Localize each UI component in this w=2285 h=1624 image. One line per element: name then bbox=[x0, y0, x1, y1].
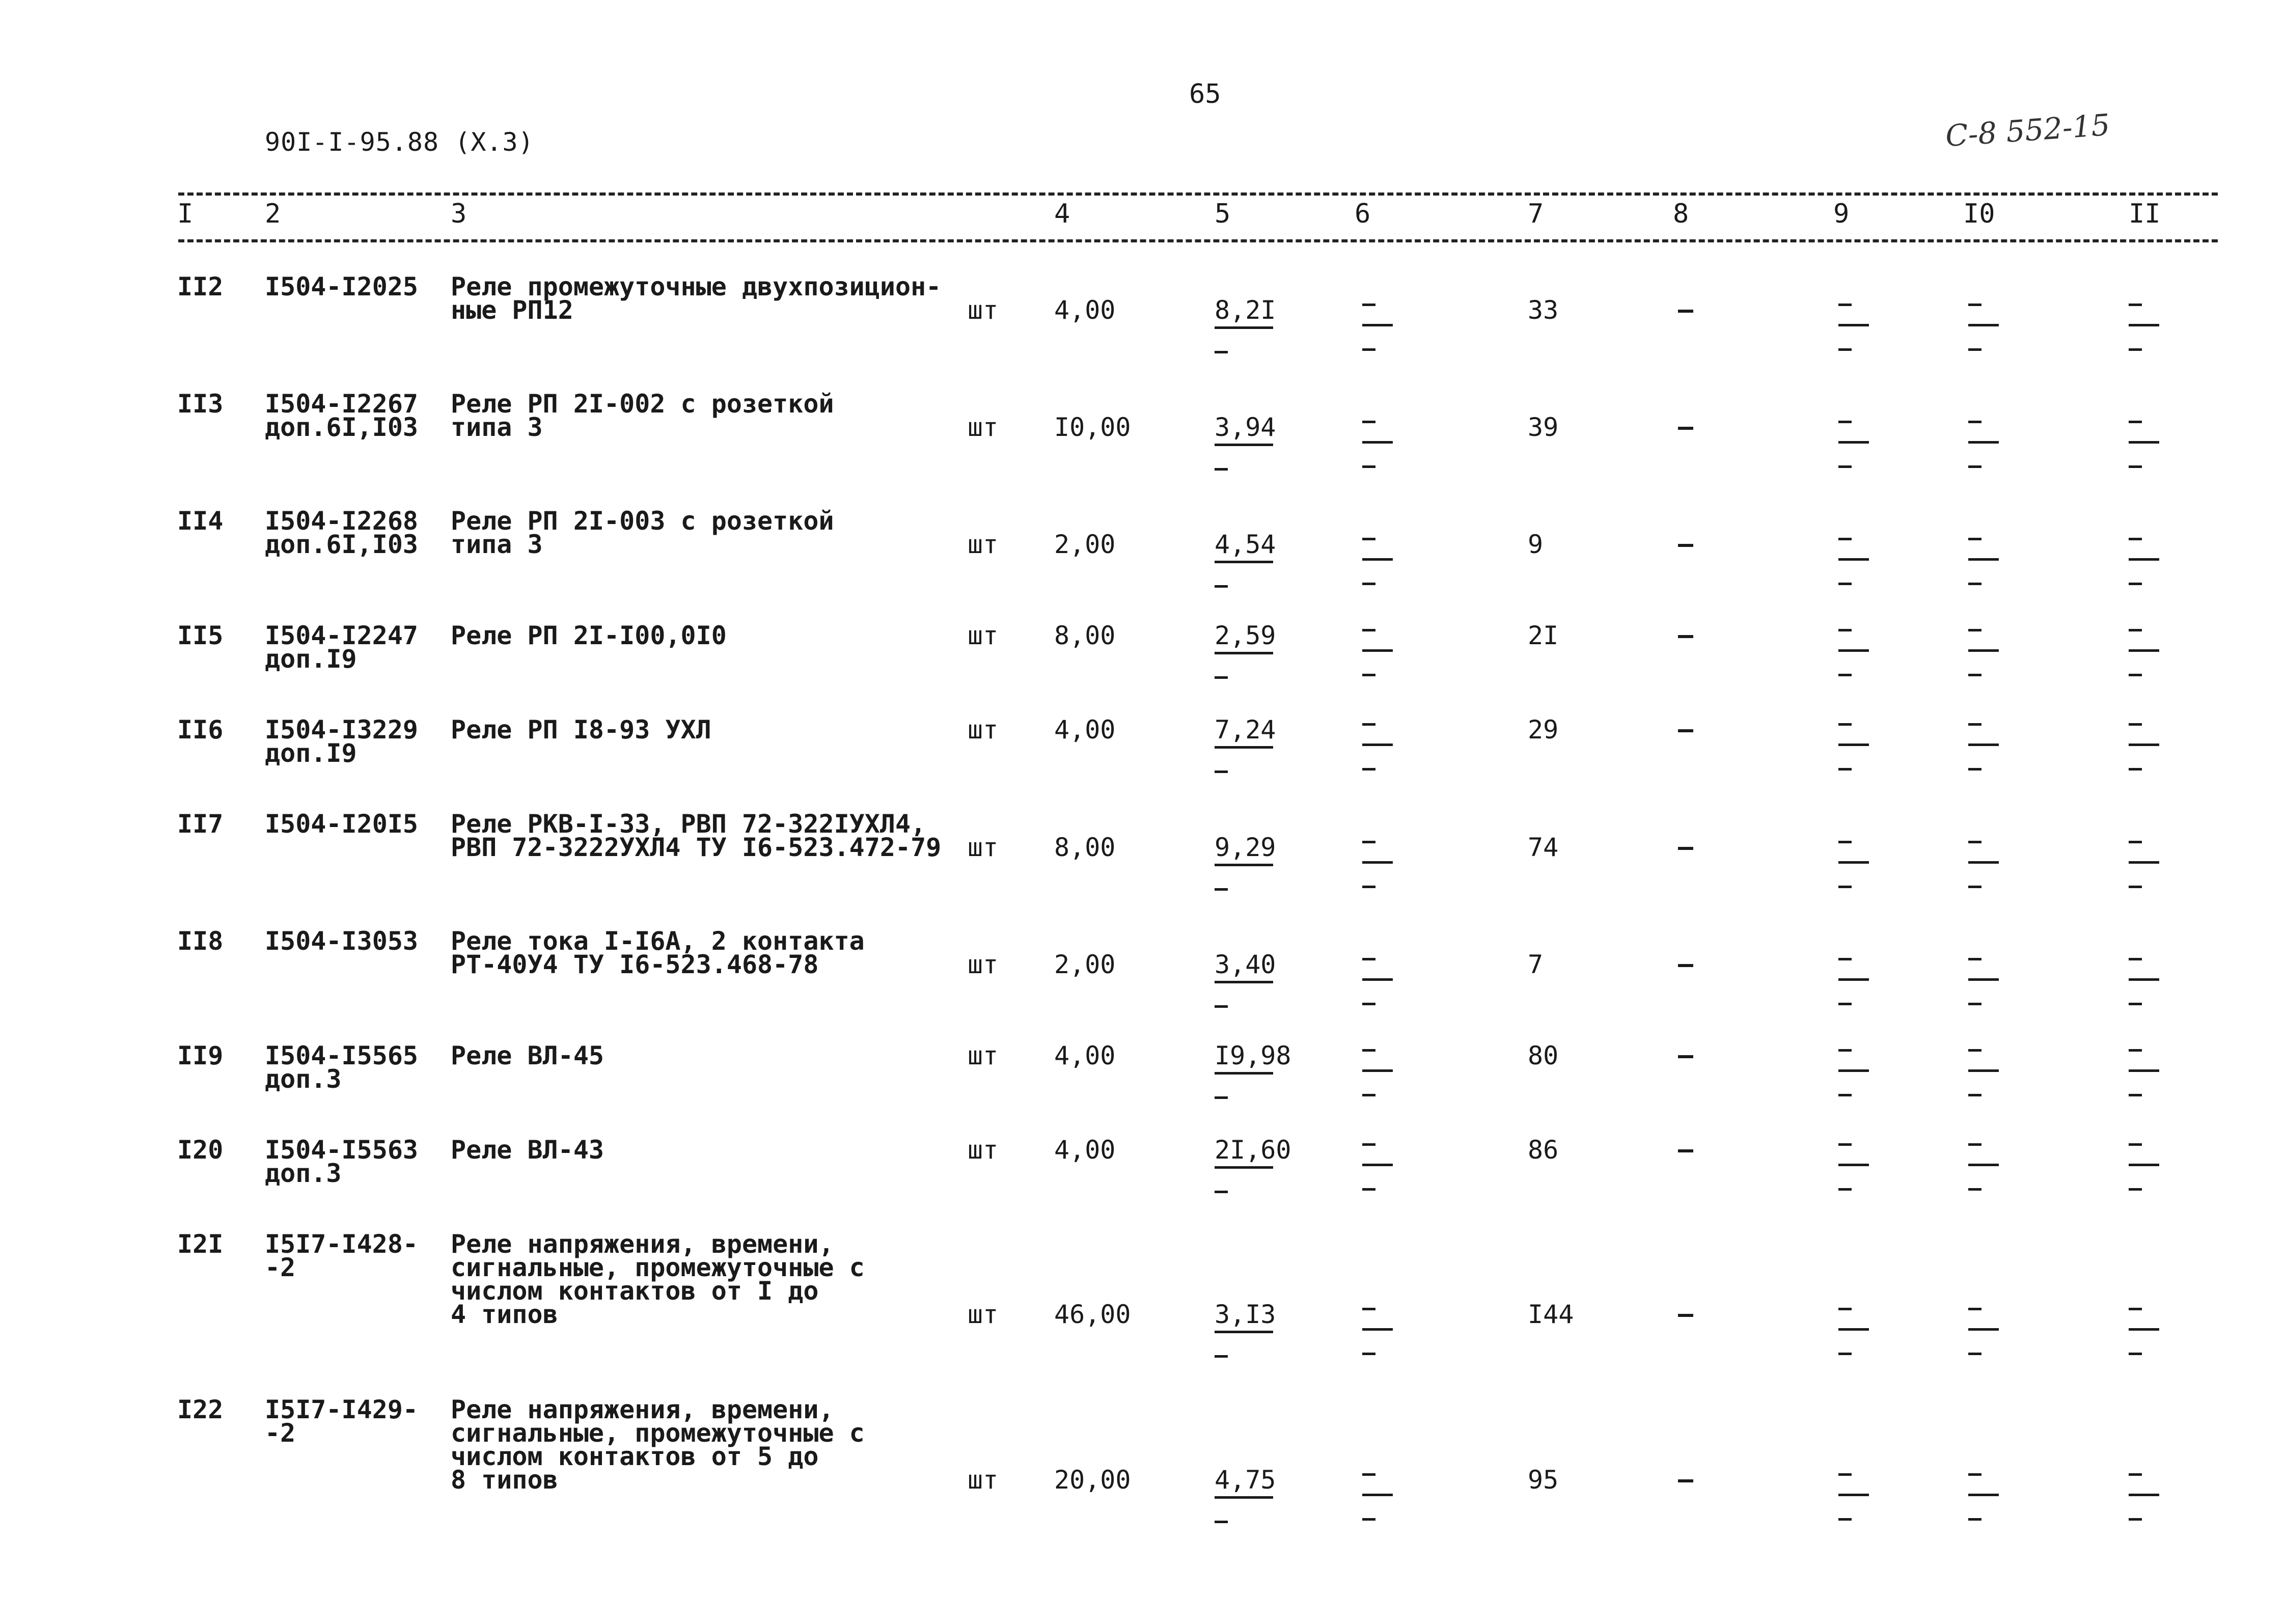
empty-value-c6 bbox=[1362, 723, 1393, 784]
unit: шт bbox=[968, 295, 999, 325]
price-code: I504-I2267 доп.6I,I03 bbox=[265, 389, 419, 442]
row-number: I2I bbox=[177, 1229, 224, 1259]
price-fraction-mark bbox=[1215, 864, 1276, 904]
quantity: 8,00 bbox=[1054, 833, 1116, 862]
row-number: II6 bbox=[177, 715, 224, 745]
price-code: I5I7-I429- -2 bbox=[265, 1395, 419, 1448]
price-fraction-mark bbox=[1215, 444, 1276, 484]
empty-value-c11 bbox=[2129, 1049, 2159, 1110]
unit: шт bbox=[968, 1041, 999, 1070]
empty-value-c11 bbox=[2129, 629, 2159, 690]
empty-value-c8 bbox=[1678, 310, 1693, 313]
empty-value-c6 bbox=[1362, 304, 1393, 365]
empty-value-c6 bbox=[1362, 841, 1393, 902]
empty-value-c11 bbox=[2129, 421, 2159, 482]
row-number: I22 bbox=[177, 1395, 224, 1424]
item-name: Реле тока I-I6А, 2 контакта РТ-40У4 ТУ I6-523.468-78 bbox=[451, 926, 865, 979]
empty-value-c8 bbox=[1678, 544, 1693, 547]
total: I44 bbox=[1528, 1300, 1574, 1329]
price-code: I504-I2025 bbox=[265, 272, 419, 301]
quantity: 8,00 bbox=[1054, 621, 1116, 650]
total: 74 bbox=[1528, 833, 1559, 862]
empty-value-c8 bbox=[1678, 427, 1693, 430]
price-fraction-mark bbox=[1215, 652, 1276, 693]
column-header-3: 3 bbox=[451, 199, 467, 229]
empty-value-c11 bbox=[2129, 1143, 2159, 1204]
column-header-6: 6 bbox=[1355, 199, 1371, 229]
unit-price: 4,54 bbox=[1215, 530, 1276, 559]
empty-value-c9 bbox=[1838, 538, 1869, 599]
empty-value-c9 bbox=[1838, 629, 1869, 690]
empty-value-c9 bbox=[1838, 723, 1869, 784]
empty-value-c6 bbox=[1362, 1143, 1393, 1204]
empty-value-c8 bbox=[1678, 1479, 1693, 1482]
price-fraction-mark bbox=[1215, 326, 1276, 367]
empty-value-c9 bbox=[1838, 841, 1869, 902]
header-rule-bottom bbox=[178, 239, 2218, 242]
column-header-4: 4 bbox=[1054, 199, 1070, 229]
empty-value-c10 bbox=[1968, 538, 1999, 599]
total: 29 bbox=[1528, 715, 1559, 745]
total: 39 bbox=[1528, 412, 1559, 442]
item-name: Реле РП 2I-002 с розеткой типа 3 bbox=[451, 389, 834, 442]
empty-value-c11 bbox=[2129, 958, 2159, 1019]
item-name: Реле РКВ-I-33, РВП 72-322IУХЛ4, РВП 72-3222УХЛ4 ТУ I6-523.472-79 bbox=[451, 809, 942, 862]
unit-price: 3,40 bbox=[1215, 950, 1276, 979]
column-header-2: 2 bbox=[265, 199, 281, 229]
price-code: I504-I20I5 bbox=[265, 809, 419, 839]
empty-value-c9 bbox=[1838, 1049, 1869, 1110]
empty-value-c8 bbox=[1678, 964, 1693, 967]
total: 33 bbox=[1528, 295, 1559, 325]
document-code: 90I-I-95.88 (X.3) bbox=[265, 127, 534, 157]
row-number: I20 bbox=[177, 1135, 224, 1165]
unit-price: I9,98 bbox=[1215, 1041, 1291, 1070]
empty-value-c11 bbox=[2129, 538, 2159, 599]
empty-value-c9 bbox=[1838, 1143, 1869, 1204]
row-number: II5 bbox=[177, 621, 224, 650]
item-name: Реле ВЛ-43 bbox=[451, 1135, 604, 1165]
unit: шт bbox=[968, 950, 999, 979]
price-fraction-mark bbox=[1215, 1072, 1276, 1113]
unit-price: 7,24 bbox=[1215, 715, 1276, 745]
price-code: I504-I3229 доп.I9 bbox=[265, 715, 419, 768]
empty-value-c10 bbox=[1968, 421, 1999, 482]
empty-value-c8 bbox=[1678, 729, 1693, 732]
price-fraction-mark bbox=[1215, 746, 1276, 787]
quantity: 20,00 bbox=[1054, 1465, 1131, 1495]
price-fraction-mark bbox=[1215, 1166, 1276, 1207]
empty-value-c6 bbox=[1362, 1308, 1393, 1369]
unit-price: 2I,60 bbox=[1215, 1135, 1291, 1165]
price-code: I5I7-I428- -2 bbox=[265, 1229, 419, 1282]
quantity: 4,00 bbox=[1054, 1041, 1116, 1070]
price-code: I504-I3053 bbox=[265, 926, 419, 956]
price-code: I504-I2268 доп.6I,I03 bbox=[265, 506, 419, 559]
column-header-11: II bbox=[2129, 199, 2161, 229]
row-number: II7 bbox=[177, 809, 224, 839]
empty-value-c11 bbox=[2129, 1473, 2159, 1534]
page-number: 65 bbox=[1189, 79, 1221, 109]
empty-value-c10 bbox=[1968, 1143, 1999, 1204]
empty-value-c10 bbox=[1968, 1049, 1999, 1110]
price-fraction-mark bbox=[1215, 981, 1276, 1022]
unit: шт bbox=[968, 715, 999, 745]
empty-value-c6 bbox=[1362, 1473, 1393, 1534]
item-name: Реле РП I8-93 УХЛ bbox=[451, 715, 711, 745]
empty-value-c10 bbox=[1968, 723, 1999, 784]
empty-value-c11 bbox=[2129, 304, 2159, 365]
price-code: I504-I5563 доп.3 bbox=[265, 1135, 419, 1188]
quantity: 4,00 bbox=[1054, 295, 1116, 325]
unit-price: 4,75 bbox=[1215, 1465, 1276, 1495]
column-header-9: 9 bbox=[1833, 199, 1850, 229]
empty-value-c11 bbox=[2129, 723, 2159, 784]
empty-value-c8 bbox=[1678, 1314, 1693, 1317]
row-number: II2 bbox=[177, 272, 224, 301]
price-fraction-mark bbox=[1215, 1331, 1276, 1371]
unit: шт bbox=[968, 621, 999, 650]
empty-value-c8 bbox=[1678, 847, 1693, 850]
item-name: Реле промежуточные двухпозицион- ные РП12 bbox=[451, 272, 942, 325]
quantity: 2,00 bbox=[1054, 530, 1116, 559]
empty-value-c6 bbox=[1362, 1049, 1393, 1110]
item-name: Реле РП 2I-003 с розеткой типа 3 bbox=[451, 506, 834, 559]
unit: шт bbox=[968, 412, 999, 442]
empty-value-c10 bbox=[1968, 304, 1999, 365]
total: 9 bbox=[1528, 530, 1544, 559]
column-header-10: I0 bbox=[1963, 199, 1995, 229]
quantity: I0,00 bbox=[1054, 412, 1131, 442]
item-name: Реле напряжения, времени, сигнальные, промежуточные с числом контактов от 5 до 8 типов bbox=[451, 1395, 865, 1495]
column-header-1: I bbox=[177, 199, 194, 229]
empty-value-c6 bbox=[1362, 538, 1393, 599]
empty-value-c9 bbox=[1838, 1473, 1869, 1534]
empty-value-c11 bbox=[2129, 841, 2159, 902]
row-number: II3 bbox=[177, 389, 224, 419]
unit: шт bbox=[968, 833, 999, 862]
item-name: Реле ВЛ-45 bbox=[451, 1041, 604, 1070]
column-header-5: 5 bbox=[1215, 199, 1231, 229]
empty-value-c6 bbox=[1362, 421, 1393, 482]
price-code: I504-I5565 доп.3 bbox=[265, 1041, 419, 1094]
quantity: 4,00 bbox=[1054, 1135, 1116, 1165]
empty-value-c10 bbox=[1968, 1473, 1999, 1534]
item-name: Реле РП 2I-I00,0I0 bbox=[451, 621, 727, 650]
unit-price: 3,94 bbox=[1215, 412, 1276, 442]
empty-value-c8 bbox=[1678, 635, 1693, 638]
price-fraction-mark bbox=[1215, 561, 1276, 601]
empty-value-c9 bbox=[1838, 1308, 1869, 1369]
quantity: 2,00 bbox=[1054, 950, 1116, 979]
archive-stamp: C-8 552-15 bbox=[1944, 107, 2111, 154]
unit: шт bbox=[968, 530, 999, 559]
column-header-8: 8 bbox=[1673, 199, 1689, 229]
column-header-7: 7 bbox=[1528, 199, 1544, 229]
unit: шт bbox=[968, 1300, 999, 1329]
unit-price: 8,2I bbox=[1215, 295, 1276, 325]
unit: шт bbox=[968, 1135, 999, 1165]
empty-value-c10 bbox=[1968, 958, 1999, 1019]
price-fraction-mark bbox=[1215, 1496, 1276, 1537]
unit-price: 9,29 bbox=[1215, 833, 1276, 862]
empty-value-c9 bbox=[1838, 304, 1869, 365]
empty-value-c6 bbox=[1362, 958, 1393, 1019]
empty-value-c10 bbox=[1968, 629, 1999, 690]
unit: шт bbox=[968, 1465, 999, 1495]
empty-value-c11 bbox=[2129, 1308, 2159, 1369]
quantity: 46,00 bbox=[1054, 1300, 1131, 1329]
unit-price: 3,I3 bbox=[1215, 1300, 1276, 1329]
total: 7 bbox=[1528, 950, 1544, 979]
total: 86 bbox=[1528, 1135, 1559, 1165]
empty-value-c6 bbox=[1362, 629, 1393, 690]
price-code: I504-I2247 доп.I9 bbox=[265, 621, 419, 674]
quantity: 4,00 bbox=[1054, 715, 1116, 745]
row-number: II4 bbox=[177, 506, 224, 536]
row-number: II9 bbox=[177, 1041, 224, 1070]
empty-value-c8 bbox=[1678, 1149, 1693, 1152]
empty-value-c9 bbox=[1838, 958, 1869, 1019]
row-number: II8 bbox=[177, 926, 224, 956]
total: 95 bbox=[1528, 1465, 1559, 1495]
item-name: Реле напряжения, времени, сигнальные, промежуточные с числом контактов от I до 4 типов bbox=[451, 1229, 865, 1329]
total: 2I bbox=[1528, 621, 1559, 650]
unit-price: 2,59 bbox=[1215, 621, 1276, 650]
total: 80 bbox=[1528, 1041, 1559, 1070]
empty-value-c9 bbox=[1838, 421, 1869, 482]
empty-value-c10 bbox=[1968, 1308, 1999, 1369]
empty-value-c8 bbox=[1678, 1055, 1693, 1058]
empty-value-c10 bbox=[1968, 841, 1999, 902]
header-rule-top bbox=[178, 192, 2218, 196]
